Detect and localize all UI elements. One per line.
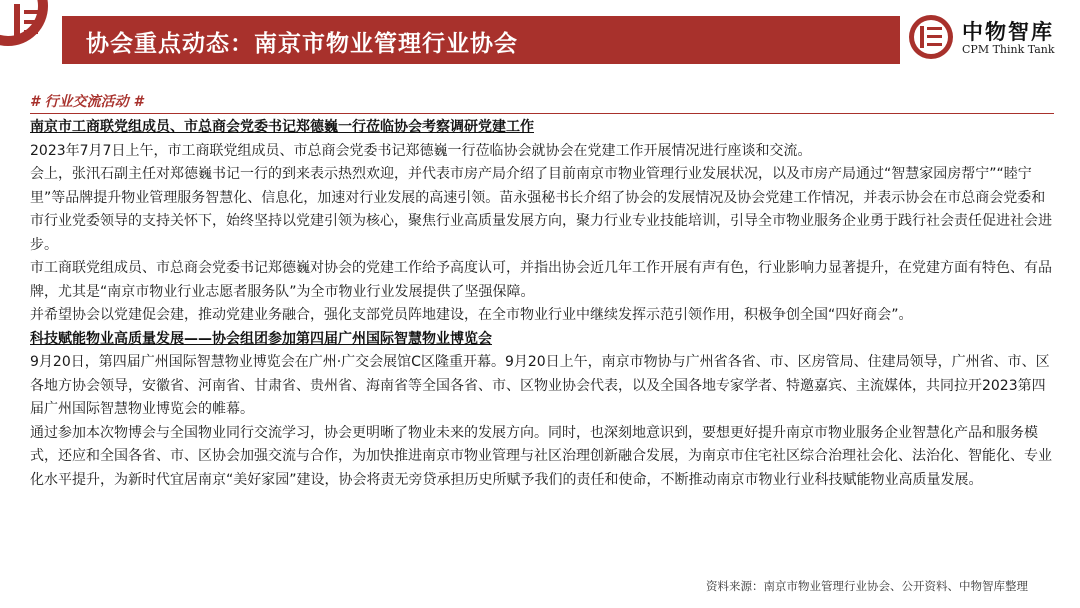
brand-name-cn: 中物智库: [962, 20, 1054, 44]
article1-paragraph-3: 市工商联党组成员、市总商会党委书记郑德巍对协会的党建工作给予高度认可，并指出协会近几年工作开展有声有色，行业影响力显著提升，在党建方面有特色、有品牌，尤其是“南京市物业行业志愿者服务队”为全市物业行业发展提供了坚强保障。: [30, 260, 1052, 300]
brand: [908, 10, 1078, 68]
title-bar: [62, 16, 900, 64]
article1-paragraph-4: 并希望协会以党建促会建，推动党建业务融合，强化支部党员阵地建设，在全市物业行业中继续发挥示范引领作用，积极争创全国“四好商会”。: [30, 307, 913, 323]
page-title: 协会重点动态：南京市物业管理行业协会: [86, 31, 518, 57]
brand-seal-icon: [908, 14, 954, 60]
article1-paragraph-2: 会上，张汛石副主任对郑德巍书记一行的到来表示热烈欢迎，并代表市房产局介绍了目前南京市物业管理行业发展状况，以及市房产局通过“智慧家园房帮宁”“睦宁里”等品牌提升物业管理服务智慧化、信息化，加速对行业发展的高速引领。苗永强秘书长介绍了协会的发展情况及协会党建工作情况，并表示协会在市总商会党委和市行业党委领导的支持关怀下，始终坚持以党建引领为核心，聚焦行业高质量发展方向，聚力行业专业技能培训，引导全市物业服务企业勇于践行社会责任促进社会进步。: [30, 166, 1052, 253]
article2-paragraph-1: 9月20日，第四届广州国际智慧物业博览会在广州·广交会展馆C区隆重开幕。9月20日上午，南京市物协与广州省各省、市、区房管局、住建局领导，广州省、市、区各地方协会领导，安徽省、河南省、甘肃省、贵州省、海南省等全国各省、市、区物业协会代表，以及全国各地专家学者、特邀嘉宾、主流媒体，共同拉开2023第四届广州国际智慧物业博览会的帷幕。: [30, 354, 1050, 417]
section-tag: # 行业交流活动 #: [30, 91, 1054, 114]
corner-logo-icon: [0, 0, 56, 56]
header: [0, 0, 1080, 84]
article2-heading: 科技赋能物业高质量发展——协会组团参加第四届广州国际智慧物业博览会: [30, 330, 492, 347]
article2-paragraph-2: 通过参加本次物博会与全国物业同行交流学习，协会更明晰了物业未来的发展方向。同时，也深刻地意识到，要想更好提升南京市物业服务企业智慧化产品和服务模式，还应和全国各省、市、区协会加强交流与合作，为加快推进南京市物业管理与社区治理创新融合发展，为南京市住宅社区综合治理社会化、法治化、智能化、专业化水平提升，为新时代宜居南京“美好家园”建设，协会将责无旁贷承担历史所赋予我们的责任和使命，不断推动南京市物业行业科技赋能物业高质量发展。: [30, 424, 1052, 488]
content: [30, 91, 1054, 492]
source-note: 资料来源：南京市物业管理行业协会、公开资料、中物智库整理: [706, 579, 1028, 593]
article1-heading: 南京市工商联党组成员、市总商会党委书记郑德巍一行莅临协会考察调研党建工作: [30, 119, 534, 135]
article1-paragraph-1: 2023年7月7日上午，市工商联党组成员、市总商会党委书记郑德巍一行莅临协会就协会在党建工作开展情况进行座谈和交流。: [30, 142, 812, 159]
brand-name-en: CPM Think Tank: [962, 43, 1055, 56]
